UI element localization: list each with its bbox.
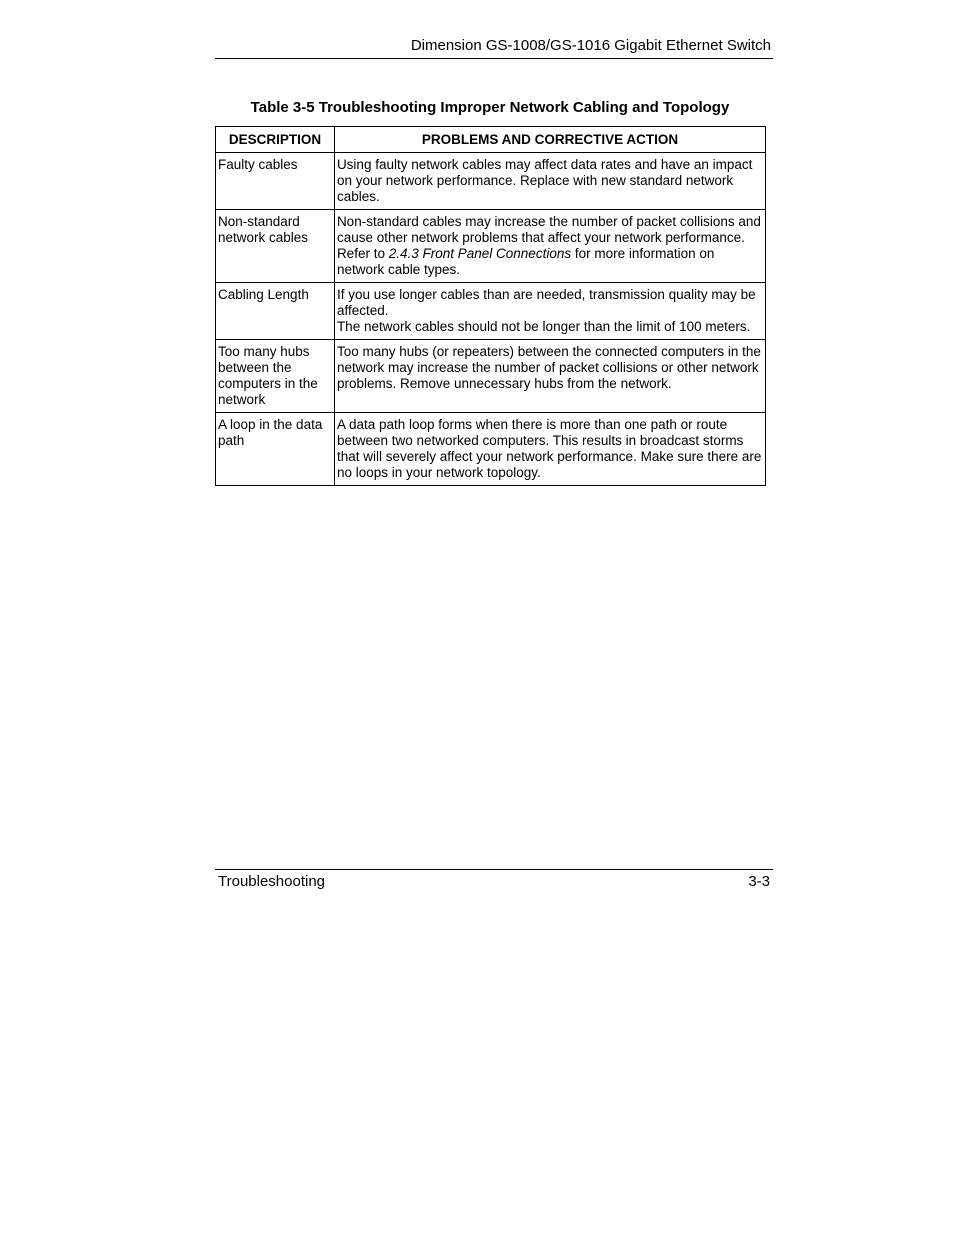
table-row: [216, 340, 766, 413]
row-action: Too many hubs (or repeaters) between the connected computers in the network may increase the number of packet collisions or other network problems. Remove unnecessary hubs from the network.: [334, 340, 765, 413]
action-text: If you use longer cables than are needed, transmission quality may be affected.: [336, 287, 756, 318]
running-header: Dimension GS-1008/GS-1016 Gigabit Ethernet Switch: [410, 37, 771, 54]
column-header-description: DESCRIPTION: [216, 127, 335, 153]
row-description: Non-standard network cables: [216, 210, 335, 283]
row-description: Too many hubs between the computers in the network: [216, 340, 335, 413]
row-description: A loop in the data path: [216, 413, 335, 486]
column-header-action: PROBLEMS AND CORRECTIVE ACTION: [334, 127, 765, 153]
footer-rule: [215, 869, 773, 870]
row-action: [334, 283, 765, 340]
row-action: Using faulty network cables may affect data rates and have an impact on your network performance. Replace with new standard network cables.: [334, 153, 765, 210]
table-row: [216, 413, 766, 486]
table-caption: Table 3-5 Troubleshooting Improper Network Cabling and Topology: [250, 99, 730, 116]
row-description: Faulty cables: [216, 153, 335, 210]
page-number: 3-3: [748, 873, 770, 890]
footer-section: Troubleshooting: [218, 873, 326, 890]
table-row: [216, 153, 766, 210]
table-row: [216, 210, 766, 283]
troubleshooting-table: [215, 126, 766, 486]
cross-reference: 2.4.3 Front Panel Connections: [388, 246, 572, 261]
row-action: [334, 210, 765, 283]
header-rule: [215, 58, 773, 59]
action-text: The network cables should not be longer than the limit of 100 meters.: [336, 319, 751, 334]
row-description: Cabling Length: [216, 283, 335, 340]
row-action: A data path loop forms when there is more than one path or route between two networked computers. This results in broadcast storms that will severely affect your network performance. Make sure there are no loops in your network topology.: [334, 413, 765, 486]
table-row: [216, 283, 766, 340]
table-header-row: [216, 127, 766, 153]
action-text: for more information on network cable types.: [336, 246, 715, 277]
action-text: Non-standard cables may increase the number of packet collisions and cause other network problems that affect your network performance. Refer to: [336, 214, 761, 261]
